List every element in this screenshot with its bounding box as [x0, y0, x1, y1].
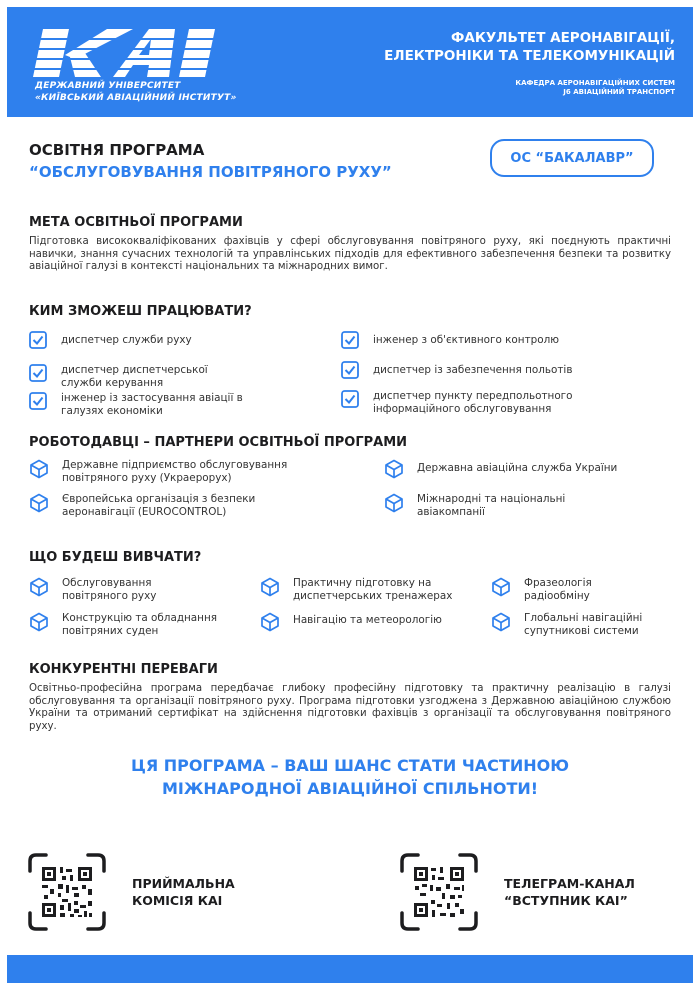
telegram-label-line1: ТЕЛЕГРАМ-КАНАЛ — [504, 876, 635, 891]
cube-icon — [29, 459, 49, 479]
partner-item — [29, 493, 319, 518]
cube-icon — [491, 577, 511, 597]
study-item — [491, 612, 681, 637]
cube-icon — [260, 577, 280, 597]
goal-text: Підготовка висококваліфікованих фахівців у сфері обслуговування повітряного руху, які поєднують практичні навички, знання сучасних технологій та управлінських підходів для ефективного забезпечення безпеки та розвитку авіаційної галузі в контексті національних та міжнародних вимог. — [29, 236, 671, 272]
partner-item — [384, 459, 674, 479]
career-item — [341, 390, 591, 415]
career-item — [341, 361, 641, 379]
study-text: Практичну підготовку на диспетчерських тренажерах — [293, 577, 453, 602]
qr-code-telegram[interactable] — [400, 853, 478, 931]
study-item — [29, 577, 219, 602]
university-name-line1: ДЕРЖАВНИЙ УНІВЕРСИТЕТ — [35, 81, 181, 91]
program-name: “ОБСЛУГОВУВАННЯ ПОВІТРЯНОГО РУХУ” — [29, 163, 392, 181]
study-text: Навігацію та метеорологію — [293, 614, 442, 626]
study-text: Конструкцію та обладнання повітряних суден — [62, 612, 218, 637]
flyer-page — [7, 7, 693, 983]
footer-banner — [7, 955, 693, 983]
partner-text: Державне підприємство обслуговування повітряного руху (Украерорух) — [62, 459, 288, 484]
cube-icon — [29, 577, 49, 597]
university-logo — [29, 25, 249, 105]
study-item — [29, 612, 249, 637]
telegram-label-line2: “ВСТУПНИК КАІ” — [504, 893, 628, 908]
career-item — [341, 331, 641, 349]
partners-heading: РОБОТОДАВЦІ – ПАРТНЕРИ ОСВІТНЬОЇ ПРОГРАМИ — [29, 435, 408, 450]
cta-line1: ЦЯ ПРОГРАМА – ВАШ ШАНС СТАТИ ЧАСТИНОЮ — [130, 756, 569, 775]
cube-icon — [260, 612, 280, 632]
study-text: Обслуговування повітряного руху — [62, 577, 157, 602]
partner-text: Європейська організація з безпеки аеронавігації (EUROCONTROL) — [62, 493, 256, 518]
career-text: диспетчер диспетчерської служби керування — [61, 364, 208, 389]
checkbox-icon — [341, 331, 359, 349]
checkbox-icon — [29, 392, 47, 410]
faculty-line2: ЕЛЕКТРОНІКИ ТА ТЕЛЕКОМУНІКАЦІЙ — [384, 48, 675, 64]
checkbox-icon — [341, 361, 359, 379]
cube-icon — [29, 612, 49, 632]
program-label: ОСВІТНЯ ПРОГРАМА — [29, 141, 205, 159]
degree-badge: ОС “БАКАЛАВР” — [490, 139, 654, 177]
admission-label-line2: КОМІСІЯ КАІ — [132, 893, 223, 908]
telegram-label — [504, 875, 635, 909]
partner-item — [29, 459, 339, 484]
cube-icon — [29, 493, 49, 513]
department-info — [515, 79, 675, 97]
kai-logo-icon — [29, 25, 249, 81]
checkbox-icon — [341, 390, 359, 408]
checkbox-icon — [29, 364, 47, 382]
study-text: Глобальні навігаційні супутникові системи — [524, 612, 643, 637]
cube-icon — [491, 612, 511, 632]
partner-text: Державна авіаційна служба України — [417, 462, 618, 474]
career-text: диспетчер пункту передпольотного інформаційного обслуговування — [373, 390, 573, 415]
study-item — [491, 577, 671, 602]
checkbox-icon — [29, 331, 47, 349]
admission-label-line1: ПРИЙМАЛЬНА — [132, 876, 235, 891]
cta-line2: МІЖНАРОДНОЇ АВІАЦІЙНОЇ СПІЛЬНОТИ! — [161, 779, 539, 798]
university-name-line2: «КИЇВСЬКИЙ АВІАЦІЙНИЙ ІНСТИТУТ» — [35, 93, 237, 103]
career-item — [29, 364, 249, 389]
header-banner — [7, 7, 693, 117]
study-text: Фразеологія радіообміну — [524, 577, 592, 602]
career-text: диспетчер служби руху — [61, 334, 192, 346]
department-name: КАФЕДРА АЕРОНАВІГАЦІЙНИХ СИСТЕМ — [515, 79, 675, 87]
qr-code-admission[interactable] — [28, 853, 106, 931]
advantages-text: Освітньо-професійна програма передбачає глибоку професійну підготовку та практичну реалізацію в галузі обслуговування та організації повітряного руху. Програма підготовки узгоджена з Державною авіаційною службою України та отриманий сертифікат на здійснення підготовки фахівців з організації та обслуговування повітряного руху. — [29, 683, 671, 732]
cube-icon — [384, 493, 404, 513]
career-text: інженер із застосування авіації в галузях економіки — [61, 392, 243, 417]
career-item — [29, 331, 309, 349]
advantages-heading: КОНКУРЕНТНІ ПЕРЕВАГИ — [29, 662, 218, 677]
careers-heading: КИМ ЗМОЖЕШ ПРАЦЮВАТИ? — [29, 304, 252, 319]
partner-item — [384, 493, 594, 518]
admission-label — [132, 875, 235, 909]
specialty-name: J6 АВІАЦІЙНИЙ ТРАНСПОРТ — [563, 88, 675, 96]
study-item — [260, 612, 480, 632]
career-text: диспетчер із забезпечення польотів — [373, 364, 573, 376]
partner-text: Міжнародні та національні авіакомпанії — [417, 493, 566, 518]
study-heading: ЩО БУДЕШ ВИВЧАТИ? — [29, 550, 202, 565]
goal-heading: МЕТА ОСВІТНЬОЇ ПРОГРАМИ — [29, 215, 243, 230]
study-item — [260, 577, 470, 602]
faculty-name — [384, 29, 675, 65]
faculty-line1: ФАКУЛЬТЕТ АЕРОНАВІГАЦІЇ, — [451, 30, 675, 46]
cube-icon — [384, 459, 404, 479]
career-item — [29, 392, 279, 417]
career-text: інженер з об'єктивного контролю — [373, 334, 559, 346]
